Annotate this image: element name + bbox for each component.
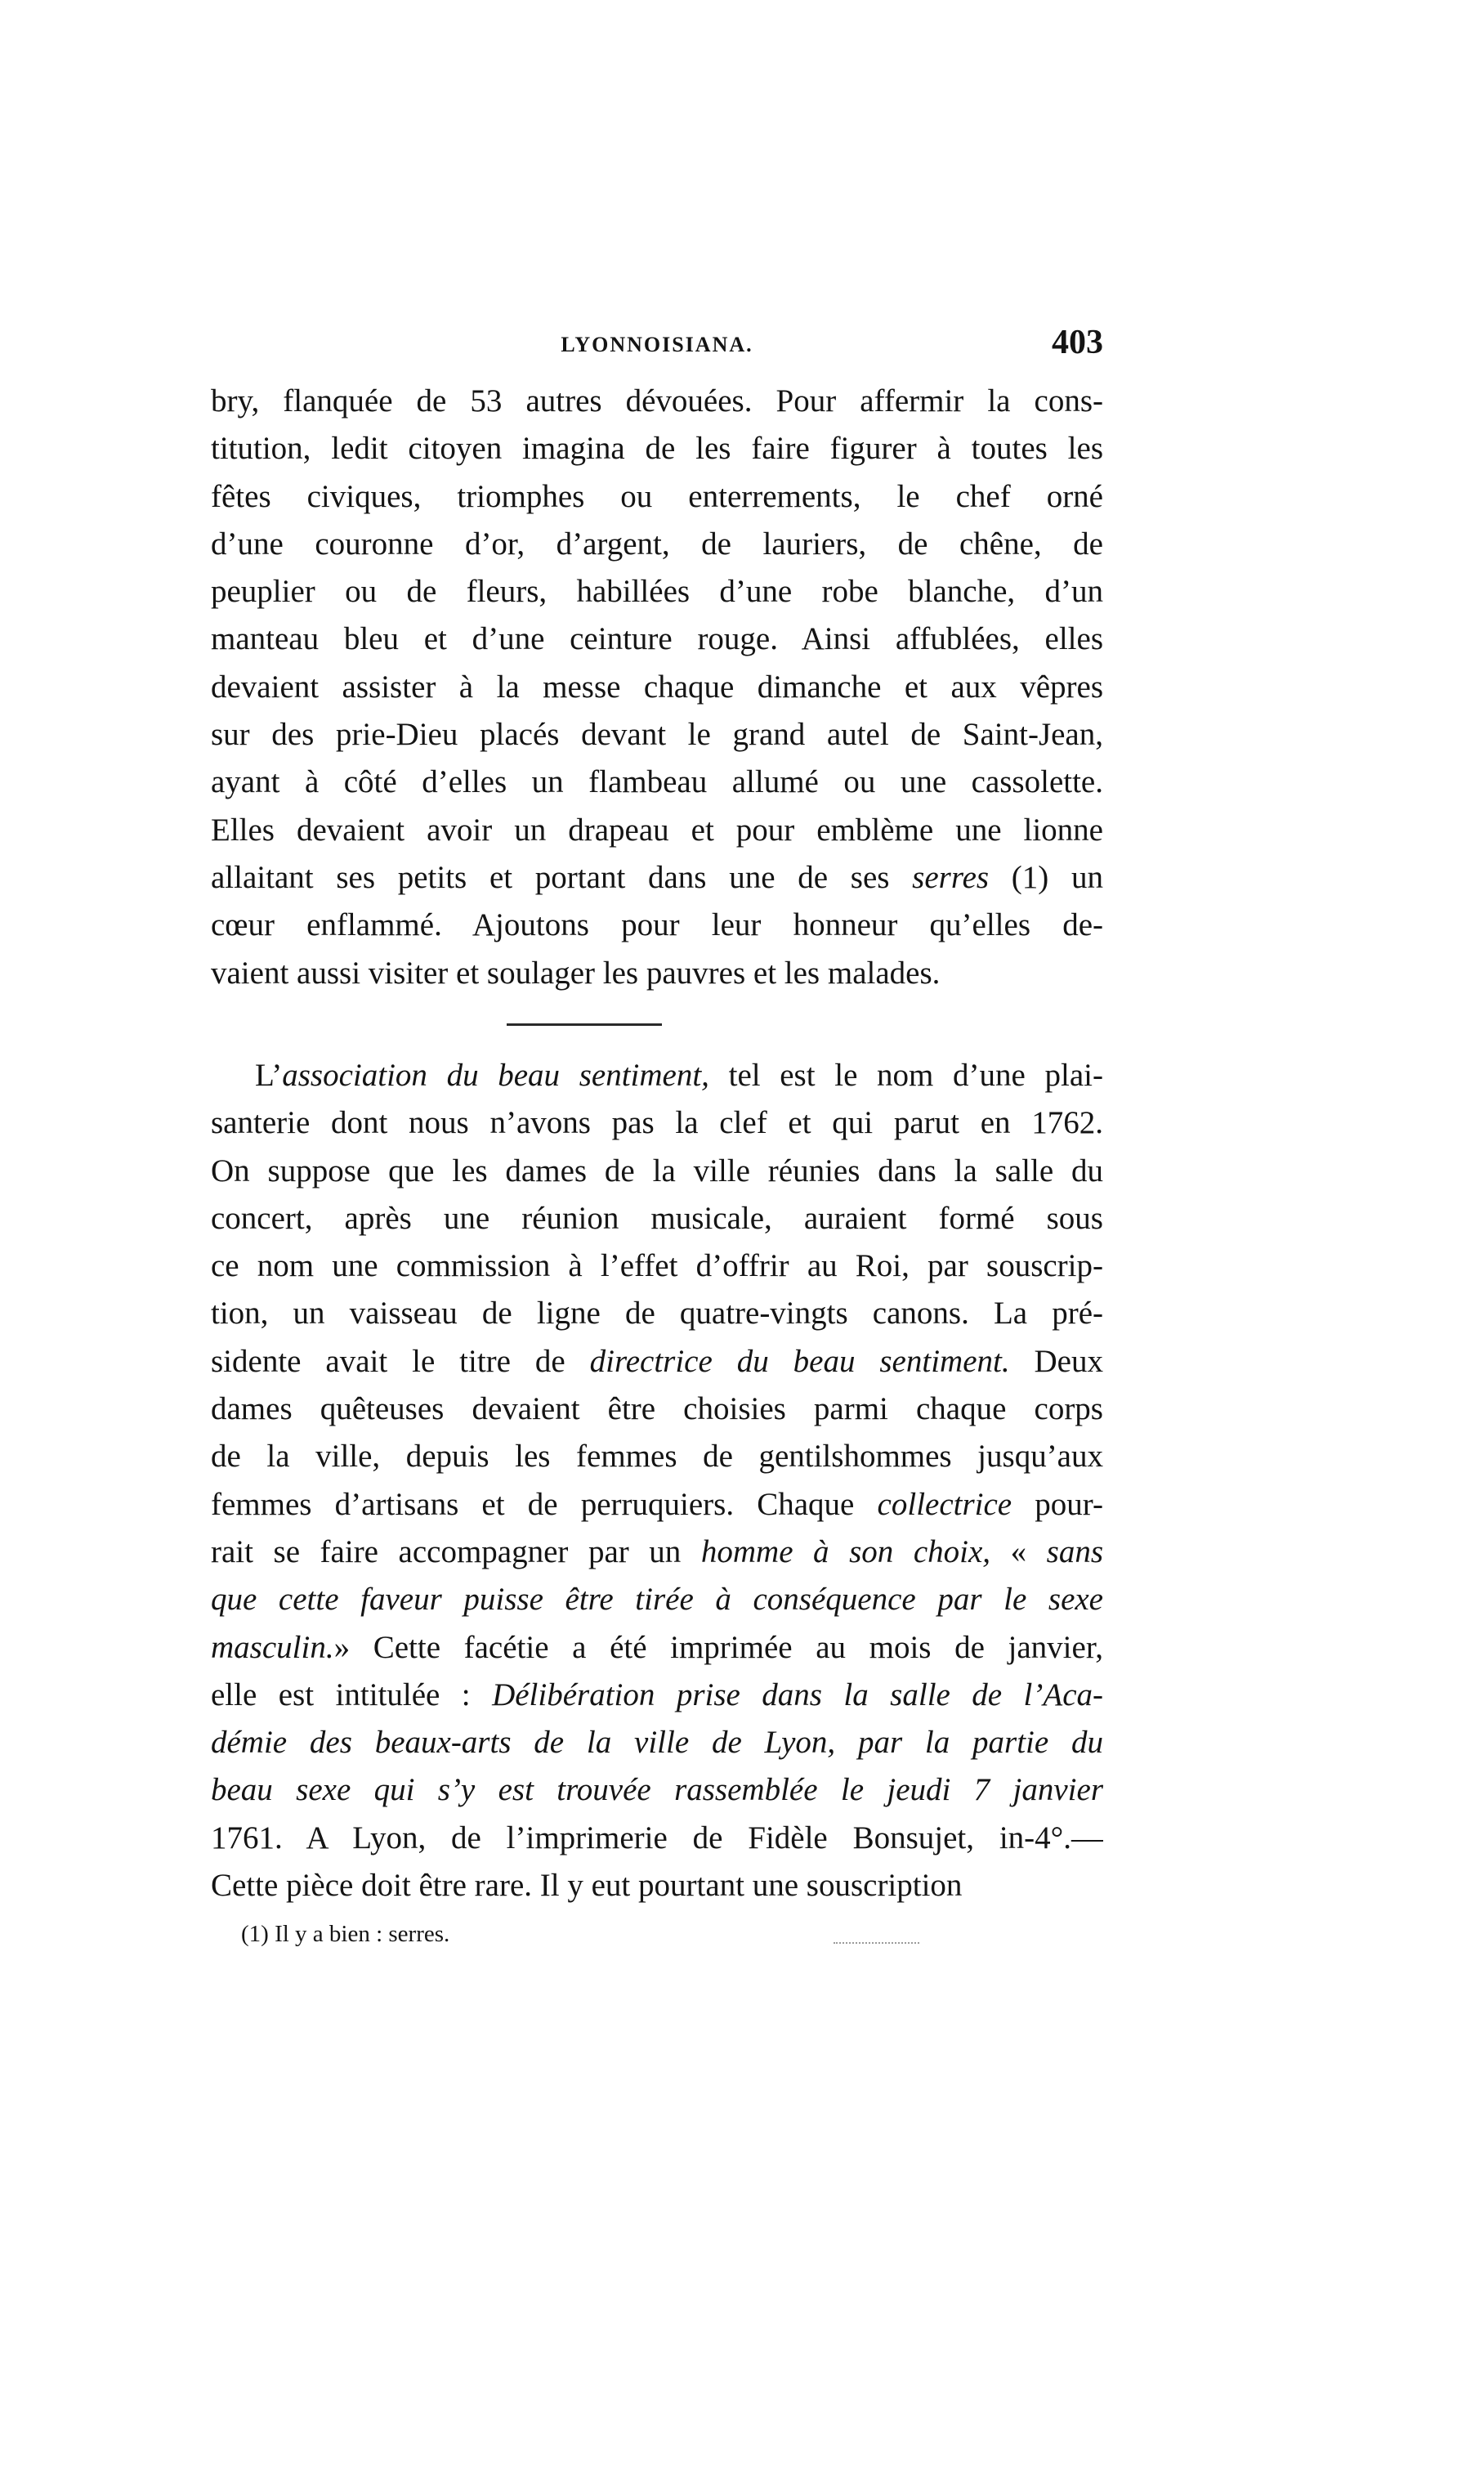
text-run: manteau bleu et d’une ceinture rouge. Ainsi affublées, elles — [211, 621, 1103, 657]
italic-text: que cette faveur puisse être tirée à conséquence par le sexe — [211, 1582, 1103, 1618]
text-line — [211, 616, 1103, 663]
text-run: devaient assister à la messe chaque dimanche et aux vêpres — [211, 669, 1103, 705]
text-line — [211, 425, 1103, 472]
text-run: femmes d’artisans et de perruquiers. Chaque — [211, 1486, 878, 1522]
text-line — [211, 521, 1103, 568]
running-title: LYONNOISIANA. — [561, 333, 753, 356]
text-run: ce nom une commission à l’effet d’offrir au Roi, par souscrip- — [211, 1248, 1103, 1284]
running-head — [211, 323, 1103, 364]
text-line — [211, 902, 1103, 949]
text-line — [211, 1672, 1103, 1719]
italic-text: homme à son choix, — [700, 1533, 991, 1569]
italic-text: directrice du beau sentiment. — [589, 1343, 1010, 1379]
text-line — [211, 1195, 1103, 1242]
text-run: d’une couronne d’or, d’argent, de lauriers, de chêne, de — [211, 526, 1103, 562]
text-line — [211, 1719, 1103, 1766]
text-line — [211, 1433, 1103, 1480]
text-run: ayant à côté d’elles un flambeau allumé ou une cassolette. — [211, 764, 1103, 800]
text-run: titution, ledit citoyen imagina de les faire figurer à toutes les — [211, 431, 1103, 467]
text-line — [211, 1338, 1103, 1385]
italic-text: association du beau sentiment, — [282, 1058, 709, 1093]
text-line — [211, 1529, 1103, 1576]
text-line — [211, 1148, 1103, 1195]
italic-text: démie des beaux-arts de la ville de Lyon, par la partie du — [211, 1725, 1103, 1761]
text-run: fêtes civiques, triomphes ou enterrements, le chef orné — [211, 478, 1103, 514]
text-line — [211, 473, 1103, 521]
paragraph-2 — [211, 1052, 1103, 1909]
footnote: (1) Il y a bien : serres. — [241, 1921, 450, 1947]
text-run: rait se faire accompagner par un — [211, 1533, 701, 1569]
text-line — [211, 1052, 1103, 1099]
text-run: concert, après une réunion musicale, auraient formé sous — [211, 1200, 1103, 1236]
italic-text: collectrice — [877, 1486, 1012, 1522]
paragraph-1 — [211, 378, 1103, 997]
text-line — [211, 1624, 1103, 1672]
text-line — [211, 1242, 1103, 1290]
text-run: Elles devaient avoir un drapeau et pour emblème une lionne — [211, 812, 1103, 848]
text-line — [211, 759, 1103, 806]
text-run: allaitant ses petits et portant dans une de ses — [211, 859, 913, 895]
print-smudge — [834, 1942, 919, 1944]
text-line — [211, 1815, 1103, 1862]
italic-text: serres — [912, 859, 990, 895]
text-run: On suppose que les dames de la ville réunies dans la salle du — [211, 1153, 1103, 1188]
text-line — [211, 1385, 1103, 1433]
italic-text: masculin. — [211, 1629, 334, 1665]
text-line — [211, 664, 1103, 711]
italic-text: beau sexe qui s’y est trouvée rassemblée le jeudi 7 janvier — [211, 1772, 1103, 1808]
text-run: L’ — [255, 1058, 283, 1093]
text-run: elle est intitulée : — [211, 1676, 493, 1712]
text-run: dames quêteuses devaient être choisies parmi chaque corps — [211, 1391, 1103, 1427]
page-number: 403 — [1052, 324, 1103, 361]
text-run: santerie dont nous n’avons pas la clef et qui parut en 1762. — [211, 1105, 1103, 1141]
text-run: Deux — [1009, 1343, 1103, 1379]
text-line — [211, 711, 1103, 759]
text-run: Cette pièce doit être rare. Il y eut pourtant une souscription — [211, 1868, 963, 1904]
text-line — [211, 1481, 1103, 1529]
text-line — [211, 1576, 1103, 1623]
text-run: peuplier ou de fleurs, habillées d’une robe blanche, d’un — [211, 574, 1103, 610]
text-run: » Cette facétie a été imprimée au mois de janvier, — [333, 1629, 1103, 1665]
text-line — [211, 378, 1103, 425]
text-run: bry, flanquée de 53 autres dévouées. Pour affermir la cons- — [211, 383, 1103, 419]
text-run: (1) un — [989, 859, 1103, 895]
italic-text: sans — [1046, 1533, 1103, 1569]
text-line — [211, 950, 1103, 997]
italic-text: Délibération prise dans la salle de l’Aca- — [492, 1676, 1103, 1712]
text-line — [211, 1290, 1103, 1337]
section-separator — [507, 1023, 662, 1026]
text-run: cœur enflammé. Ajoutons pour leur honneur qu’elles de- — [211, 907, 1103, 943]
text-line — [211, 854, 1103, 902]
text-run: « — [990, 1533, 1047, 1569]
text-line — [211, 807, 1103, 854]
text-run: vaient aussi visiter et soulager les pauvres et les malades. — [211, 955, 941, 991]
text-run: sur des prie-Dieu placés devant le grand autel de Saint-Jean, — [211, 717, 1103, 753]
text-run: tion, un vaisseau de ligne de quatre-vingts canons. La pré- — [211, 1296, 1103, 1332]
text-line — [211, 1862, 1103, 1909]
text-run: de la ville, depuis les femmes de gentilshommes jusqu’aux — [211, 1439, 1103, 1475]
text-line — [211, 568, 1103, 616]
text-line — [211, 1766, 1103, 1814]
text-run: 1761. A Lyon, de l’imprimerie de Fidèle Bonsujet, in-4°.— — [211, 1820, 1103, 1855]
text-run: pour- — [1012, 1486, 1103, 1522]
text-run: sidente avait le titre de — [211, 1343, 590, 1379]
text-line — [211, 1099, 1103, 1147]
text-run: tel est le nom d’une plai- — [708, 1058, 1103, 1093]
